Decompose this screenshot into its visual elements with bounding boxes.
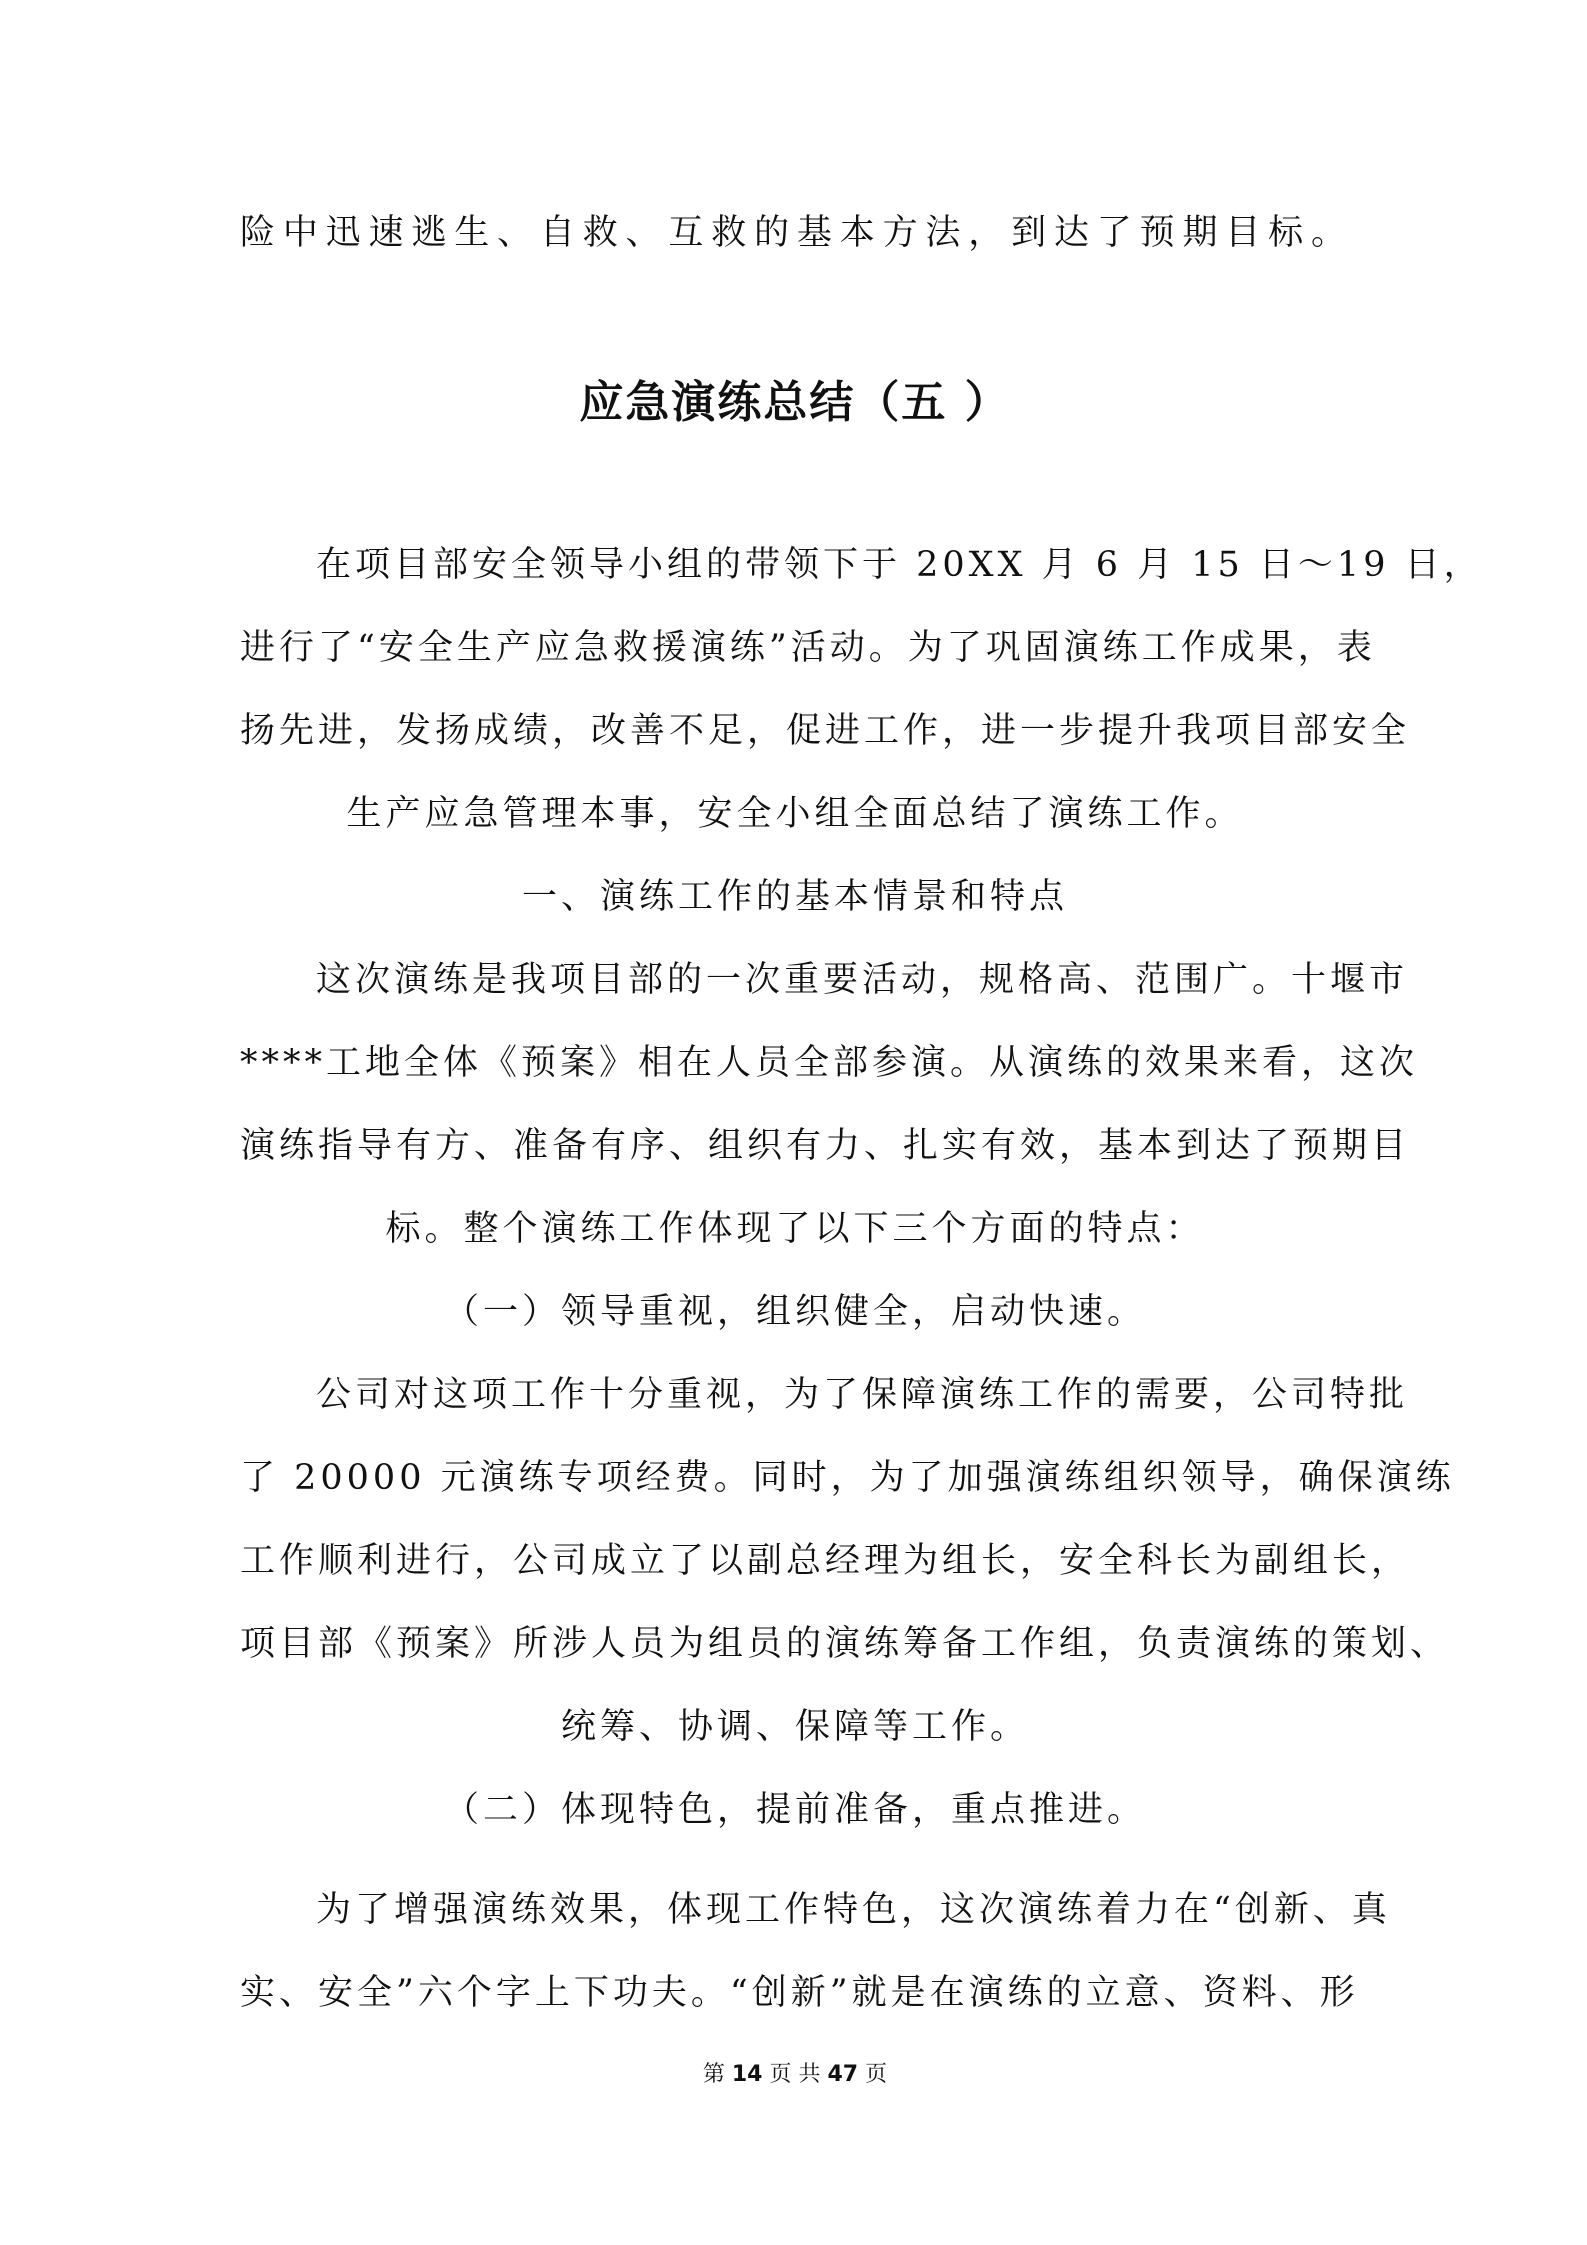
section-heading: 一、演练工作的基本情景和特点 [521,877,1068,917]
footer-suffix: 页 [865,2062,888,2087]
footer-total-pages: 47 [827,2062,859,2087]
paragraph-line: 进行了“安全生产应急救援演练”活动。为了巩固演练工作成果，表 [240,628,1376,668]
subsection-heading: （二）体现特色，提前准备，重点推进。 [443,1790,1146,1830]
footer-prefix: 第 [702,2062,725,2087]
paragraph-line: 统筹、协调、保障等工作。 [560,1707,1029,1747]
paragraph-line: 工作顺利进行，公司成立了以副总经理为组长，安全科长为副组长， [240,1541,1411,1581]
page-footer [240,2055,1350,2095]
paragraph-line: 在项目部安全领导小组的带领下于 20XX 月 6 月 15 日～19 日， [316,545,1483,585]
paragraph-line: 演练指导有方、准备有序、组织有力、扎实有效，基本到达了预期目 [240,1126,1411,1166]
paragraph-line: 险中迅速逃生、自救、互救的基本方法，到达了预期目标。 [240,213,1350,253]
paragraph-line: 项目部《预案》所涉人员为组员的演练筹备工作组，负责演练的策划、 [240,1624,1450,1664]
footer-middle: 页 共 [769,2062,821,2087]
paragraph-line: 扬先进，发扬成绩，改善不足，促进工作，进一步提升我项目部安全 [240,711,1411,751]
footer-page-number: 14 [731,2062,763,2087]
paragraph-line: 生产应急管理本事，安全小组全面总结了演练工作。 [346,794,1244,834]
subsection-heading: （一）领导重视，组织健全，启动快速。 [443,1292,1146,1332]
paragraph-line: 了 20000 元演练专项经费。同时，为了加强演练组织领导，确保演练 [240,1458,1455,1498]
paragraph-line: 这次演练是我项目部的一次重要活动，规格高、范围广。十堰市 [316,960,1409,1000]
paragraph-line: ****工地全体《预案》相在人员全部参演。从演练的效果来看，这次 [240,1043,1419,1083]
section-title: 应急演练总结（五 ） [579,377,1011,428]
paragraph-line: 公司对这项工作十分重视，为了保障演练工作的需要，公司特批 [316,1375,1409,1415]
paragraph-line: 实、安全”六个字上下功夫。“创新”就是在演练的立意、资料、形 [240,1973,1359,2013]
paragraph-line: 为了增强演练效果，体现工作特色，这次演练着力在“创新、真 [316,1890,1391,1930]
paragraph-line: 标。整个演练工作体现了以下三个方面的特点： [385,1209,1205,1249]
